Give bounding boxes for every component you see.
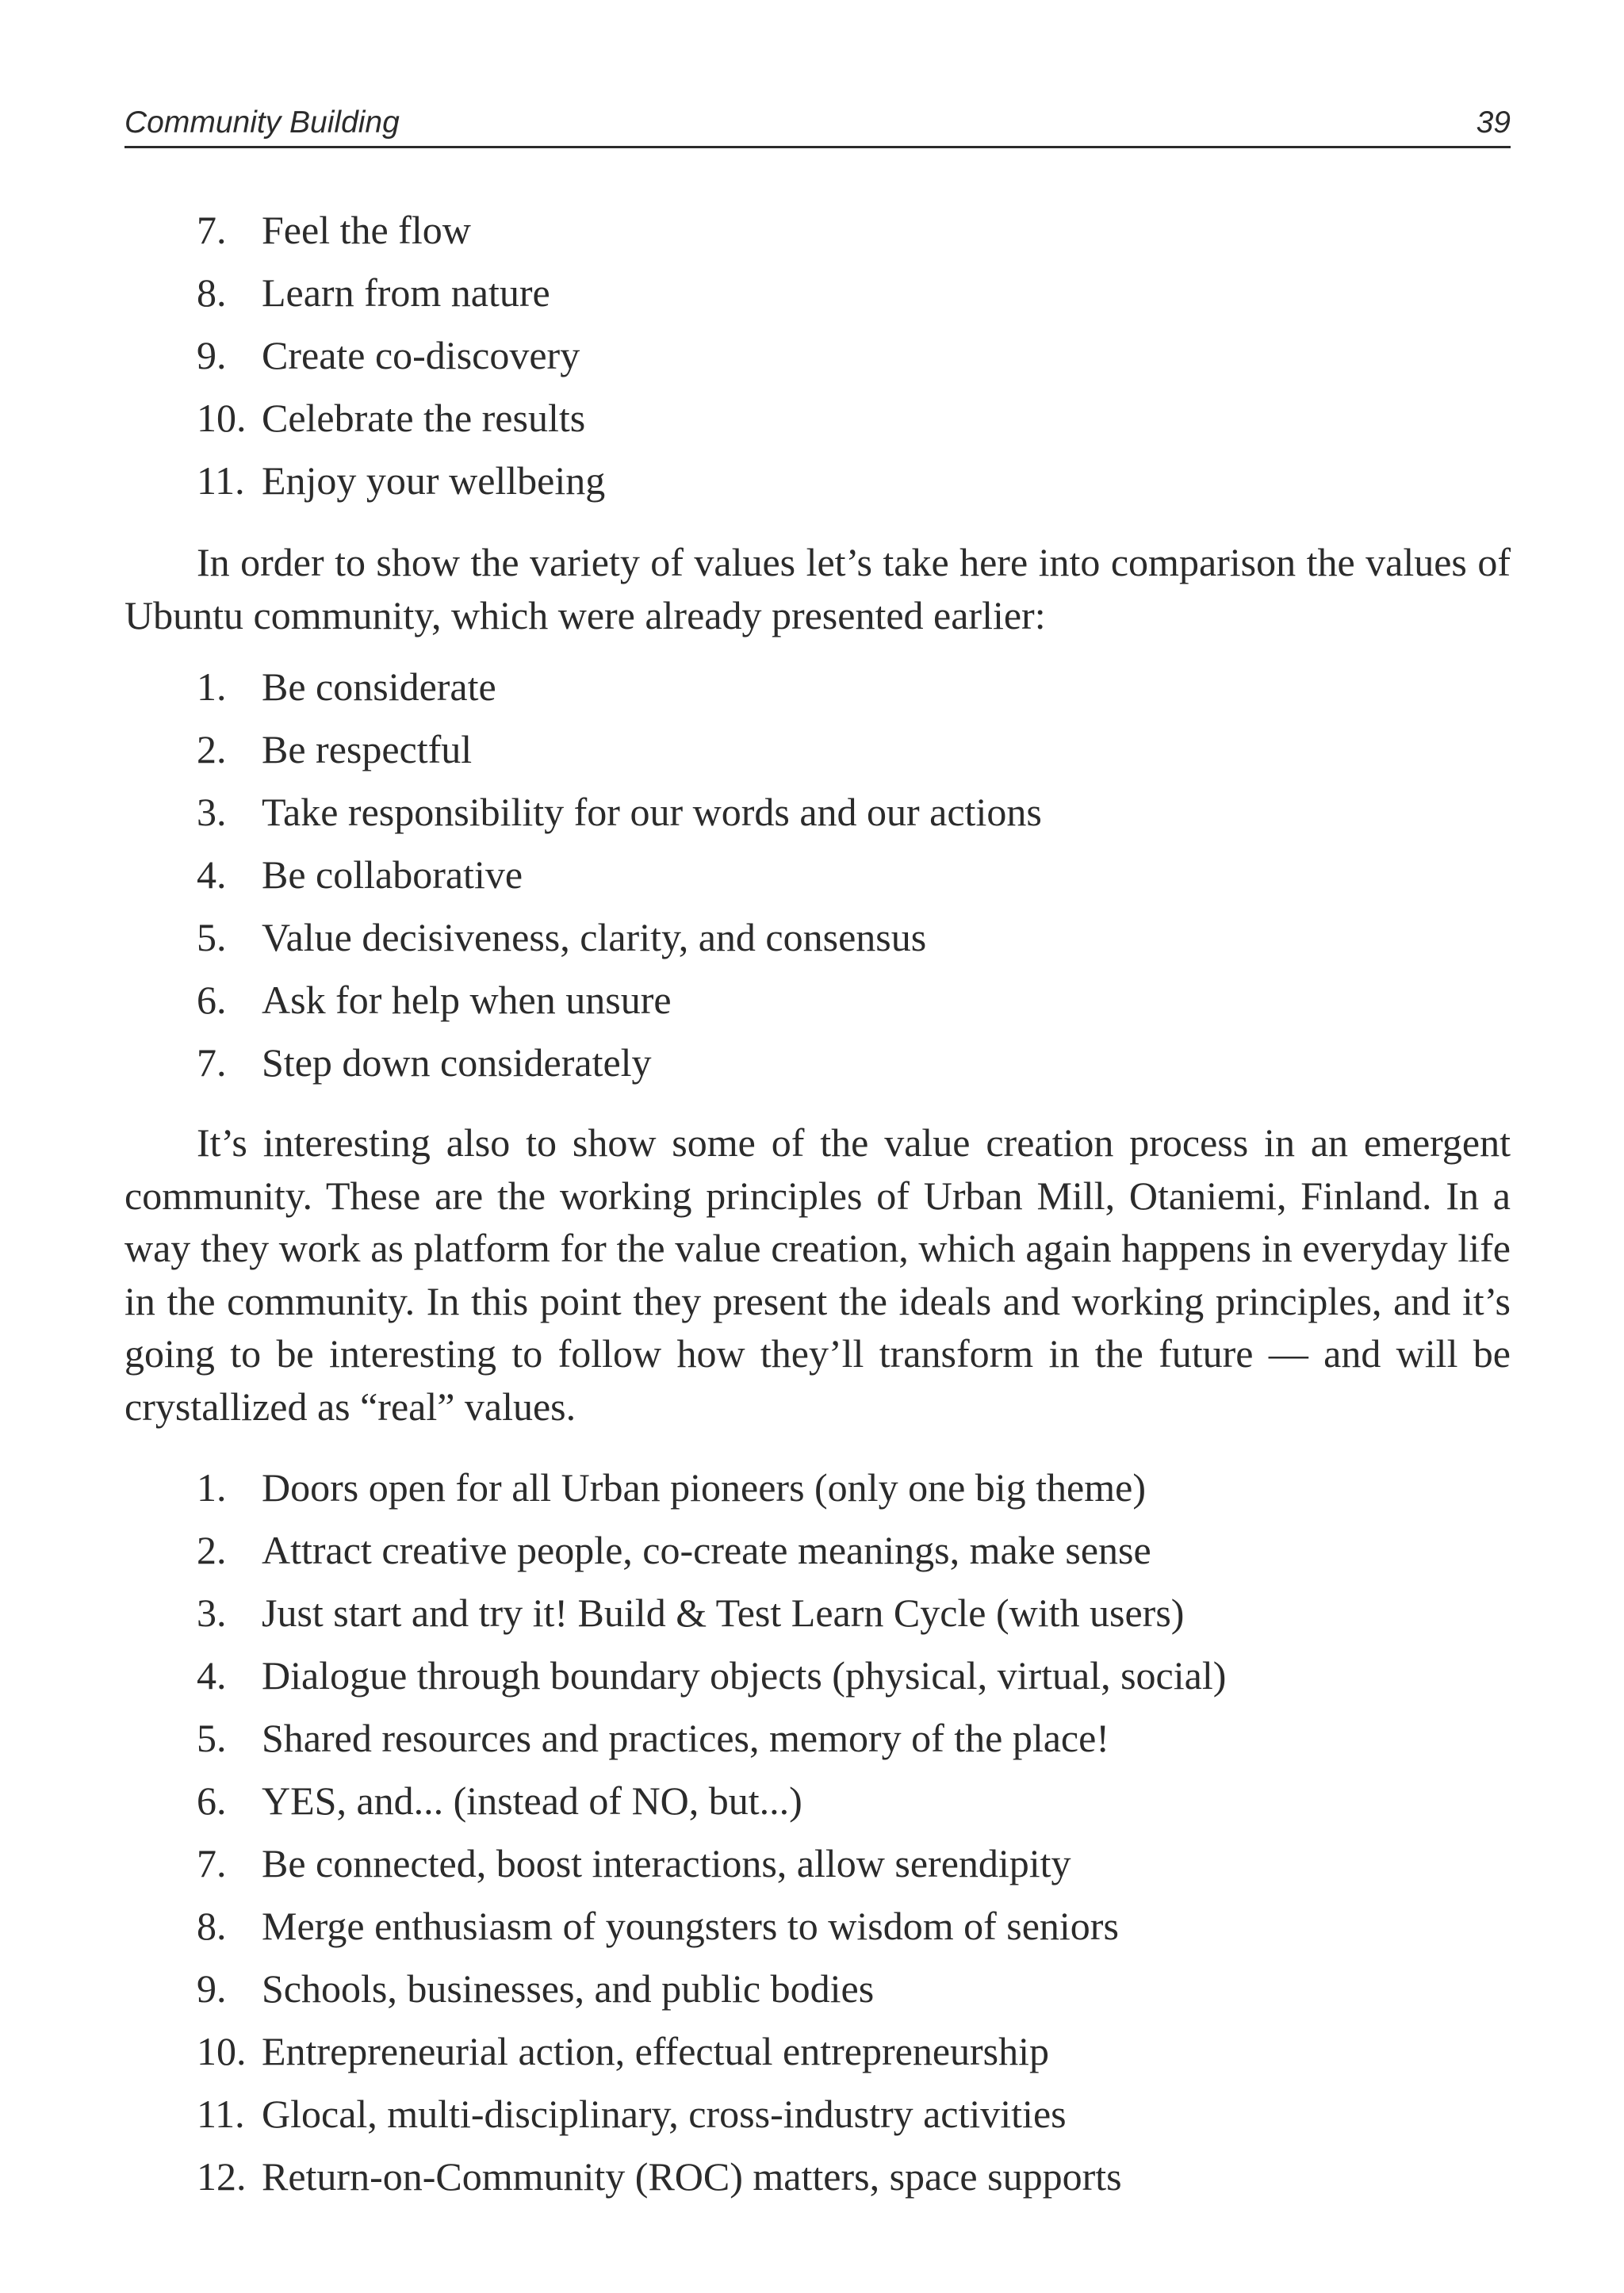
list-item-text: Celebrate the results [262,395,586,440]
list-item-number: 5. [197,1715,227,1760]
list-item-text: Take responsibility for our words and our actions [262,789,1042,834]
list-item-text: Be collaborative [262,852,523,897]
list-item-number: 7. [197,1039,227,1085]
list-item [197,1769,1226,1832]
list-item [197,718,1042,780]
list-item [197,386,605,449]
list-item [197,2145,1226,2207]
list-item-text: YES, and... (instead of NO, but...) [262,1778,802,1823]
list-item-number: 8. [197,270,227,315]
list-item-text: Return-on-Community (ROC) matters, space supports [262,2153,1122,2199]
list-item-text: Be considerate [262,664,496,709]
list-item-text: Be respectful [262,726,473,771]
list-item-text: Step down considerately [262,1039,652,1085]
list-item-text: Enjoy your wellbeing [262,457,606,503]
intro-paragraph-urban-mill: It’s interesting also to show some of the value creation process in an emergent community. These are the working principles of Urban Mill, Otaniemi, Finland. In a way they work as platform for the value creation, which again happens in everyday life in the community. In this point they present the ideals and working principles, and it’s going to be interesting to follow how they’ll transform in the future — and will be crystallized as “real” values. [124,1120,1511,1429]
urban-mill-principles-list [197,1456,1226,2207]
list-item [197,1031,1042,1093]
list-item-text: Create co-discovery [262,332,580,377]
list-item [197,2019,1226,2082]
list-item-text: Attract creative people, co-create meanings, make sense [262,1527,1151,1572]
running-header-title: Community Building [124,105,400,140]
list-item-number: 8. [197,1903,227,1948]
list-item [197,780,1042,843]
list-item [197,843,1042,905]
list-item [197,449,605,511]
list-item-text: Doors open for all Urban pioneers (only one big theme) [262,1464,1146,1510]
list-item [197,1957,1226,2019]
list-item-text: Shared resources and practices, memory of the place! [262,1715,1109,1760]
values-list-continued [197,198,605,511]
list-item-number: 9. [197,1966,227,2011]
list-item-text: Entrepreneurial action, effectual entrepreneurship [262,2028,1050,2073]
list-item-number: 2. [197,1527,227,1572]
list-item-text: Ask for help when unsure [262,977,672,1022]
list-item-text: Be connected, boost interactions, allow serendipity [262,1840,1071,1885]
list-item-number: 4. [197,852,227,897]
list-item-number: 7. [197,207,227,252]
list-item-number: 5. [197,914,227,959]
list-item-number: 11. [197,457,245,503]
list-item [197,905,1042,968]
list-item-text: Value decisiveness, clarity, and consensus [262,914,927,959]
list-item [197,1832,1226,1894]
list-item-text: Just start and try it! Build & Test Learn Cycle (with users) [262,1590,1185,1635]
list-item [197,1518,1226,1581]
running-header [124,107,1511,148]
list-item-number: 7. [197,1840,227,1885]
list-item-number: 3. [197,1590,227,1635]
list-item-number: 2. [197,726,227,771]
list-item [197,323,605,386]
list-item [197,198,605,261]
list-item-text: Dialogue through boundary objects (physical, virtual, social) [262,1652,1227,1698]
list-item-number: 6. [197,1778,227,1823]
list-item-number: 11. [197,2091,245,2136]
ubuntu-values-list [197,655,1042,1093]
list-item [197,1456,1226,1518]
list-item-text: Glocal, multi-disciplinary, cross-industry activities [262,2091,1067,2136]
list-item-number: 10. [197,395,247,440]
list-item-number: 4. [197,1652,227,1698]
list-item [197,1644,1226,1706]
list-item-number: 3. [197,789,227,834]
list-item-number: 9. [197,332,227,377]
list-item-number: 1. [197,1464,227,1510]
list-item-text: Merge enthusiasm of youngsters to wisdom of seniors [262,1903,1119,1948]
list-item [197,1581,1226,1644]
list-item [197,1706,1226,1769]
list-item-number: 1. [197,664,227,709]
list-item-text: Learn from nature [262,270,550,315]
list-item [197,968,1042,1031]
intro-paragraph-ubuntu: In order to show the variety of values let’s take here into comparison the values of Ubuntu community, which were already presented earlier: [124,540,1511,637]
list-item [197,261,605,323]
list-item-text: Feel the flow [262,207,471,252]
list-item [197,1894,1226,1957]
list-item-number: 6. [197,977,227,1022]
list-item [197,655,1042,718]
list-item-number: 12. [197,2153,247,2199]
page-number: 39 [1476,105,1511,140]
list-item-number: 10. [197,2028,247,2073]
list-item-text: Schools, businesses, and public bodies [262,1966,875,2011]
list-item [197,2082,1226,2145]
